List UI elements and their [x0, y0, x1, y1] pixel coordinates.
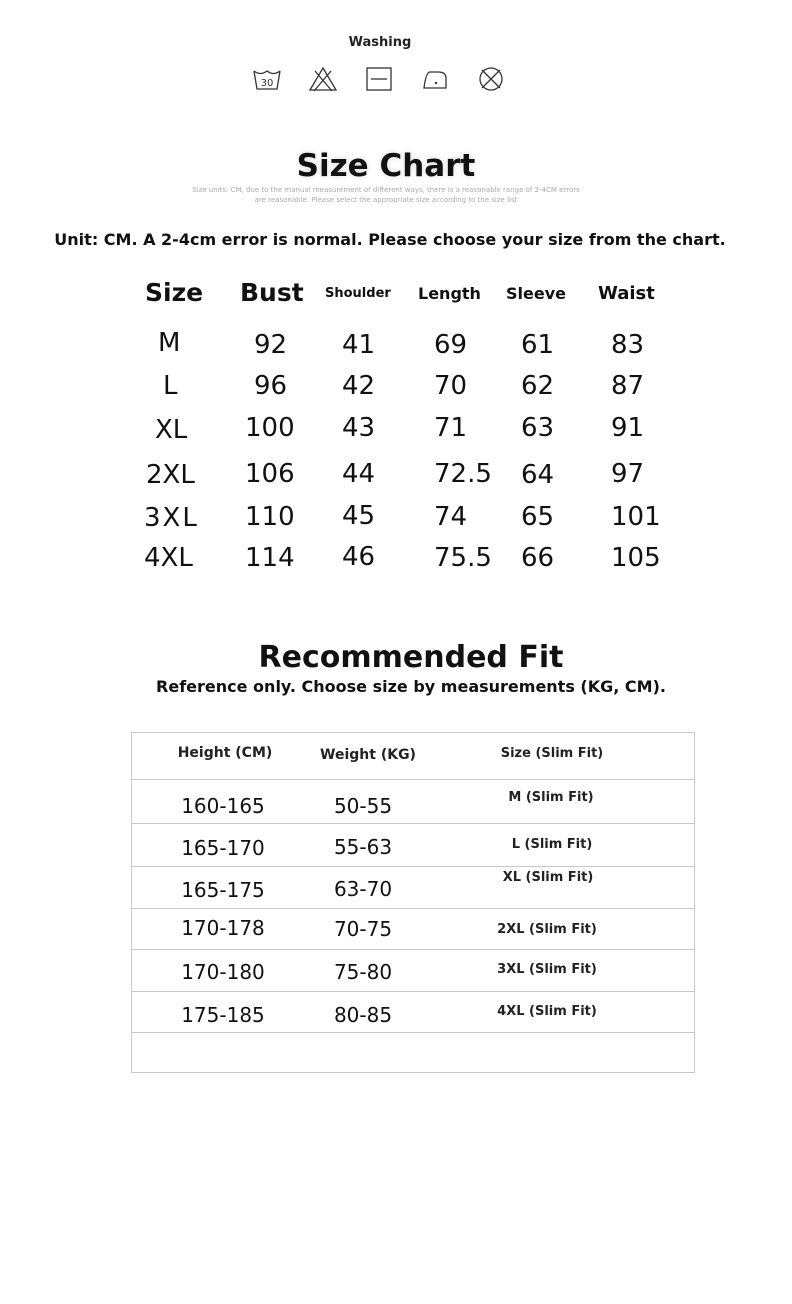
bust-cell: 92: [254, 330, 288, 360]
dry-flat-icon: [364, 64, 394, 94]
shoulder-cell: 44: [342, 459, 376, 489]
length-cell: 70: [434, 371, 468, 401]
iron-low-icon: [420, 64, 450, 94]
sleeve-cell: 63: [521, 413, 555, 443]
height-cell: 160-165: [181, 794, 265, 818]
unit-note: Unit: CM. A 2-4cm error is normal. Please choose your size from the chart.: [54, 230, 726, 249]
bust-cell: 106: [245, 459, 295, 489]
waist-cell: 91: [611, 413, 645, 443]
washing-title: Washing: [348, 35, 412, 50]
row-divider: [132, 991, 694, 992]
height-cell: 170-178: [181, 916, 265, 940]
bust-cell: 100: [245, 413, 295, 443]
sleeve-cell: 61: [521, 330, 555, 360]
sleeve-cell: 62: [521, 371, 555, 401]
header-shoulder: Shoulder: [325, 286, 391, 301]
row-divider: [132, 1032, 694, 1033]
row-divider: [132, 779, 694, 780]
fit-table: [131, 732, 695, 1073]
height-cell: 165-175: [181, 878, 265, 902]
length-cell: 69: [434, 330, 468, 360]
size-slim-cell: 2XL (Slim Fit): [497, 922, 597, 937]
header-weight: Weight (KG): [320, 747, 416, 763]
height-cell: 170-180: [181, 960, 265, 984]
weight-cell: 80-85: [333, 1003, 393, 1027]
bust-cell: 96: [254, 371, 288, 401]
size-cell: 4XL: [144, 543, 193, 573]
weight-cell: 75-80: [333, 960, 393, 984]
size-slim-cell: L (Slim Fit): [511, 837, 593, 852]
weight-cell: 55-63: [333, 835, 393, 859]
header-size: Size: [145, 278, 204, 307]
size-chart-note-line2: are reasonable. Please select the appropriate size according to the size list: [254, 196, 518, 204]
size-cell: 3XL: [144, 503, 199, 533]
header-sleeve: Sleeve: [506, 284, 566, 303]
waist-cell: 101: [611, 502, 661, 532]
no-dry-clean-icon: [476, 64, 506, 94]
height-cell: 165-170: [181, 836, 265, 860]
shoulder-cell: 41: [342, 330, 376, 360]
length-cell: 75.5: [434, 543, 492, 573]
length-cell: 74: [434, 502, 468, 532]
size-slim-cell: 4XL (Slim Fit): [497, 1004, 597, 1019]
size-slim-cell: 3XL (Slim Fit): [497, 962, 597, 977]
size-slim-cell: XL (Slim Fit): [502, 870, 594, 885]
header-bust: Bust: [240, 278, 304, 307]
no-bleach-icon: [308, 64, 338, 94]
sleeve-cell: 66: [521, 543, 555, 573]
row-divider: [132, 949, 694, 950]
sleeve-cell: 64: [521, 460, 555, 490]
sleeve-cell: 65: [521, 502, 555, 532]
weight-cell: 50-55: [333, 794, 393, 818]
waist-cell: 105: [611, 543, 661, 573]
waist-cell: 97: [611, 459, 645, 489]
wash-temp-label: 30: [260, 78, 274, 89]
header-length: Length: [418, 284, 481, 303]
waist-cell: 83: [611, 330, 645, 360]
bust-cell: 110: [245, 502, 295, 532]
size-slim-cell: M (Slim Fit): [508, 790, 594, 805]
recommended-fit-subtitle: Reference only. Choose size by measurements (KG, CM).: [156, 677, 666, 696]
weight-cell: 63-70: [333, 877, 393, 901]
care-icons: [250, 64, 510, 94]
row-divider: [132, 866, 694, 867]
recommended-fit-title: Recommended Fit: [258, 640, 564, 675]
length-cell: 71: [434, 413, 468, 443]
weight-cell: 70-75: [333, 917, 393, 941]
header-size-slim: Size (Slim Fit): [500, 746, 604, 761]
waist-cell: 87: [611, 371, 645, 401]
size-cell: M: [158, 328, 181, 358]
height-cell: 175-185: [181, 1003, 265, 1027]
shoulder-cell: 45: [342, 501, 376, 531]
shoulder-cell: 43: [342, 413, 376, 443]
shoulder-cell: 46: [342, 542, 376, 572]
bust-cell: 114: [245, 543, 295, 573]
size-cell: XL: [155, 415, 188, 445]
size-cell: L: [163, 371, 178, 401]
header-height: Height (CM): [177, 745, 273, 761]
size-cell: 2XL: [146, 460, 195, 490]
size-chart-title: Size Chart: [296, 148, 476, 184]
row-divider: [132, 823, 694, 824]
header-waist: Waist: [598, 283, 655, 304]
length-cell: 72.5: [434, 459, 492, 489]
row-divider: [132, 908, 694, 909]
wash-30-icon: [252, 64, 282, 94]
size-chart-note-line1: Size units: CM, due to the manual measurement of different ways, there is a reasonable range of 2-4CM errors: [192, 186, 580, 194]
shoulder-cell: 42: [342, 371, 376, 401]
